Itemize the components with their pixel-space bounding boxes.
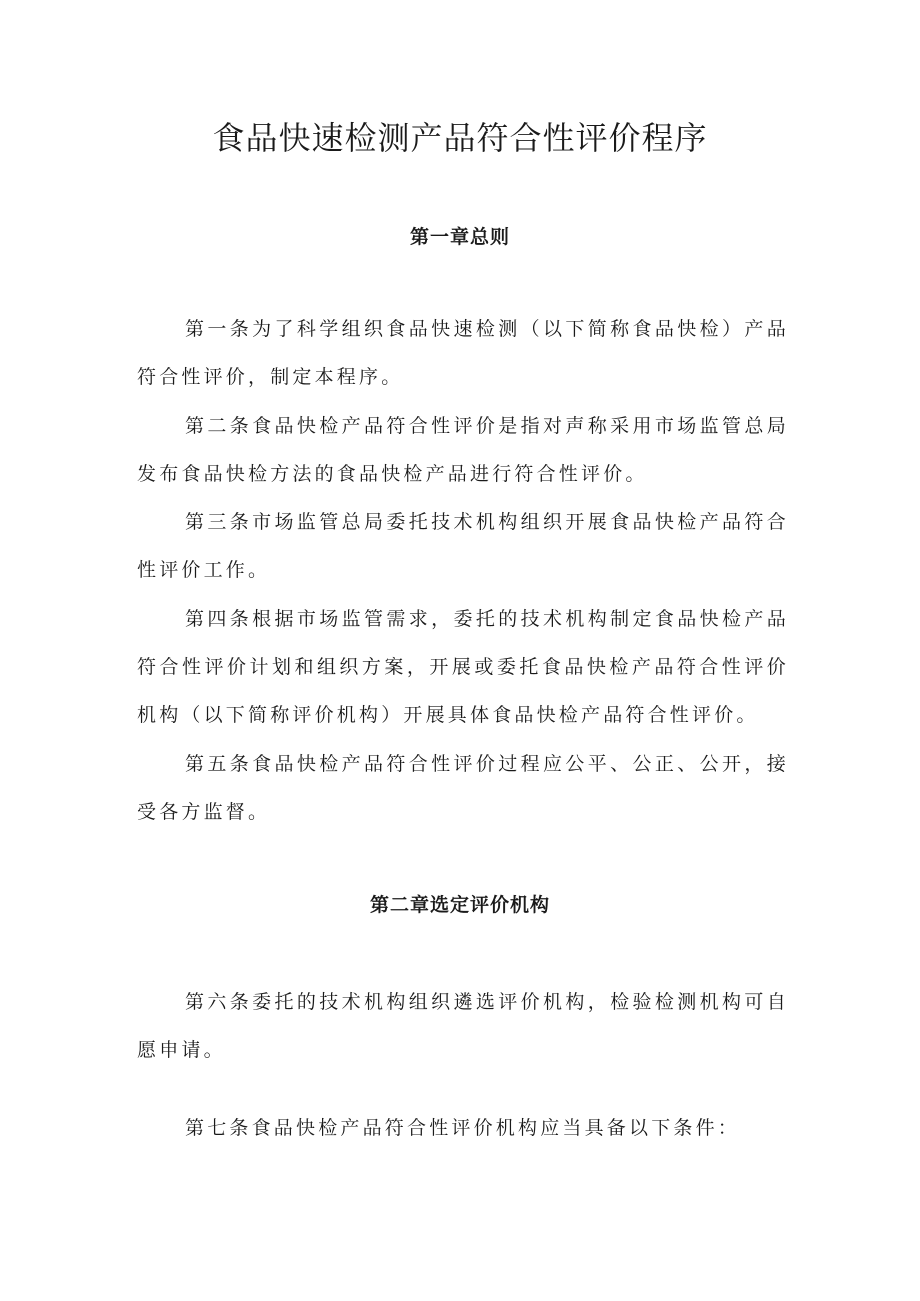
article-2: 第二条食品快检产品符合性评价是指对声称采用市场监管总局发布食品快检方法的食品快检产品进行符合性评价。 (137, 415, 789, 485)
article-7: 第七条食品快检产品符合性评价机构应当具备以下条件： (185, 1117, 741, 1139)
article-5: 第五条食品快检产品符合性评价过程应公平、公正、公开，接受各方监督。 (137, 753, 789, 823)
chapter-heading-general: 第一章总则 (409, 226, 510, 248)
article-6: 第六条委托的技术机构组织遴选评价机构，检验检测机构可自愿申请。 (137, 991, 789, 1061)
document-title: 食品快速检测产品符合性评价程序 (212, 119, 708, 157)
article-4: 第四条根据市场监管需求，委托的技术机构制定食品快检产品符合性评价计划和组织方案，开展或委托食品快检产品符合性评价机构（以下简称评价机构）开展具体食品快检产品符合性评价。 (137, 608, 789, 726)
article-1: 第一条为了科学组织食品快速检测（以下简称食品快检）产品符合性评价，制定本程序。 (137, 318, 789, 388)
chapter-heading-evaluation-agency: 第二章选定评价机构 (369, 894, 550, 916)
article-3: 第三条市场监管总局委托技术机构组织开展食品快检产品符合性评价工作。 (137, 511, 789, 581)
